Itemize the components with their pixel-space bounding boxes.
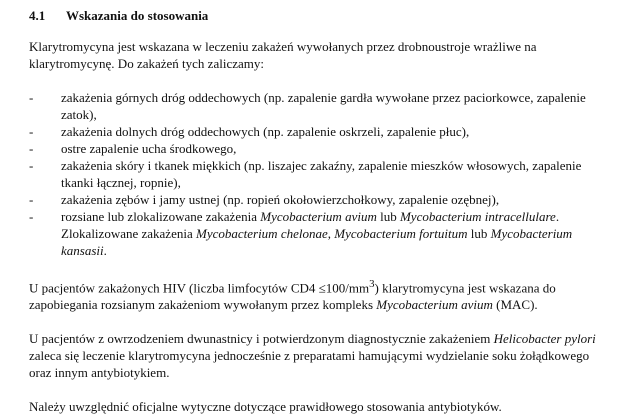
list-item-text: zakażenia zębów i jamy ustnej (np. ropień okołowierzchołkowy, zapalenie ozębnej),: [61, 192, 500, 207]
organism-name: Mycobacterium kansasii: [61, 226, 573, 258]
organism-name: Helicobacter pylori: [493, 331, 596, 347]
text-run: lub: [376, 209, 400, 224]
ulcer-paragraph: [29, 330, 600, 381]
list-item-text: ostre zapalenie ucha środkowego,: [61, 141, 237, 156]
list-item: [29, 208, 600, 259]
list-item: [29, 191, 600, 208]
organism-name: Mycobacterium intracellulare: [399, 209, 556, 224]
section-number: 4.1: [29, 8, 46, 23]
organism-name: Mycobacterium fortuitum: [334, 226, 468, 241]
hiv-paragraph: [29, 276, 600, 313]
intro-paragraph: Klarytromycyna jest wskazana w leczeniu zakażeń wywołanych przez drobnoustroje wrażliwe na klarytromycynę. Do zakażeń tych zaliczamy:: [29, 39, 537, 71]
final-paragraph: Należy uwzględnić oficjalne wytyczne dotyczące prawidłowego stosowania antybiotyków.: [29, 399, 502, 415]
text-run: U pacjentów zakażonych HIV (liczba limfocytów CD4 ≤100/mm: [29, 280, 370, 296]
list-item-text: [61, 208, 600, 259]
list-item: [29, 157, 600, 191]
organism-name: Mycobacterium avium: [376, 297, 493, 313]
bullet-marker: -: [29, 192, 34, 207]
list-item-text: zakażenia dolnych dróg oddechowych (np. zapalenie oskrzeli, zapalenie płuc),: [61, 124, 470, 139]
text-run: zaleca się leczenie klarytromycyna jednocześnie z preparatami hamującymi wydzielanie soku żołądkowego oraz innym antybiotykiem.: [29, 348, 590, 381]
bullet-marker: -: [29, 158, 34, 173]
text-run: (MAC).: [492, 297, 538, 313]
list-item: [29, 89, 600, 123]
text-run: lub: [467, 226, 491, 241]
list-item: [29, 123, 600, 140]
text-run: .: [103, 243, 107, 258]
text-run: ) klarytromycyna jest wskazana do zapobiegania rozsianym zakażeniom wywołanym przez kompleks: [29, 280, 556, 313]
bullet-marker: -: [29, 124, 34, 139]
list-item: [29, 140, 600, 157]
organism-name: Mycobacterium chelonae: [195, 226, 328, 241]
superscript: 3: [369, 278, 375, 290]
section-heading: [29, 7, 600, 24]
organism-name: Mycobacterium avium: [260, 209, 377, 224]
bullet-marker: -: [29, 141, 34, 156]
text-run: rozsiane lub zlokalizowane zakażenia: [61, 209, 261, 224]
text-run: U pacjentów z owrzodzeniem dwunastnicy i potwierdzonym diagnostycznie zakażeniem: [29, 331, 494, 347]
indications-list: [29, 89, 600, 259]
text-run: ,: [327, 226, 335, 241]
section-title: Wskazania do stosowania: [66, 8, 209, 23]
list-item-text: zakażenia skóry i tkanek miękkich (np. liszajec zakaźny, zapalenie mieszków włosowych, zapalenie tkanki łącznej, ropnie),: [61, 158, 582, 190]
text-run: . Zlokalizowane zakażenia: [61, 209, 560, 241]
bullet-marker: -: [29, 209, 34, 224]
list-item-text: zakażenia górnych dróg oddechowych (np. zapalenie gardła wywołane przez paciorkowce, zapalenie zatok),: [61, 90, 586, 122]
bullet-marker: -: [29, 90, 34, 105]
